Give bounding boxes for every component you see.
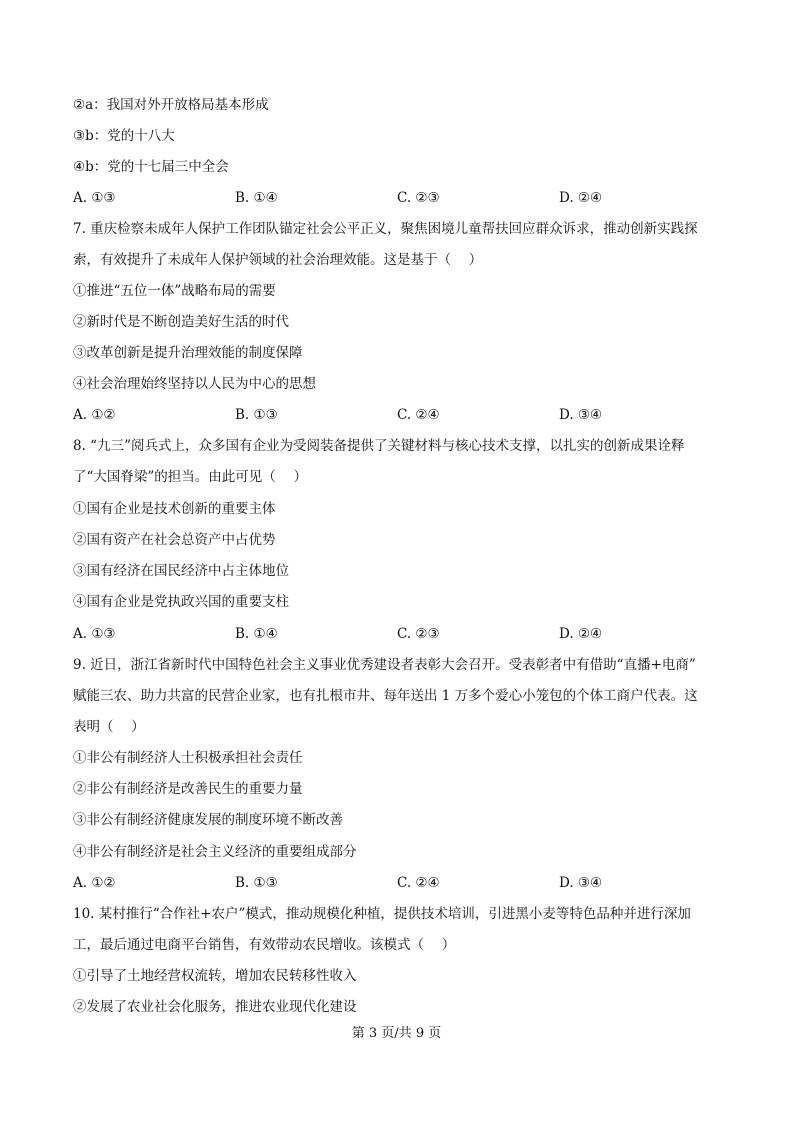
q7-statement-2: ②新时代是不断创造美好生活的时代 [73,314,289,330]
q6-option-c: C. ②③ [397,190,440,206]
q8-options [73,625,733,643]
q10-stem-line-1: 10. 某村推行“合作社+农户”模式，推动规模化种植，提供技术培训，引进黑小麦等特色品种并进行深加 [73,906,691,922]
q8-statement-2: ②国有资产在社会总资产中占优势 [73,532,276,548]
q6-statement-2: ②a：我国对外开放格局基本形成 [73,97,269,113]
q7-statement-3: ③改革创新是提升治理效能的制度保障 [73,345,303,361]
q9-option-a: A. ①② [73,875,116,891]
q9-option-c: C. ②④ [397,875,440,891]
q6-option-d: D. ②④ [559,190,603,206]
q6-option-a: A. ①③ [73,190,116,206]
q7-option-b: B. ①③ [235,407,278,423]
q7-statement-4: ④社会治理始终坚持以人民为中心的思想 [73,376,316,392]
q8-option-b: B. ①④ [235,626,278,642]
q6-options [73,189,733,207]
q9-option-b: B. ①③ [235,875,278,891]
q7-stem-line-1: 7. 重庆检察未成年人保护工作团队锚定社会公平正义，聚焦困境儿童帮扶回应群众诉求，推动创新实践探 [73,221,698,237]
q8-statement-1: ①国有企业是技术创新的重要主体 [73,501,276,517]
q7-stem-line-2: 索，有效提升了未成年人保护领域的社会治理效能。这是基于（ ） [73,252,483,268]
q8-stem-line-2: 了“大国脊梁”的担当。由此可见（ ） [73,469,308,485]
q9-statement-4: ④非公有制经济是社会主义经济的重要组成部分 [73,844,357,860]
q9-statement-2: ②非公有制经济是改善民生的重要力量 [73,781,303,797]
q8-statement-3: ③国有经济在国民经济中占主体地位 [73,563,289,579]
q6-option-b: B. ①④ [235,190,278,206]
q8-option-c: C. ②③ [397,626,440,642]
q8-option-a: A. ①③ [73,626,116,642]
q9-options [73,874,733,892]
q10-stem-line-2: 工，最后通过电商平台销售，有效带动农民增收。该模式（ ） [73,937,456,953]
q8-option-d: D. ②④ [559,626,603,642]
q10-statement-2: ②发展了农业社会化服务，推进农业现代化建设 [73,999,357,1015]
q9-statement-3: ③非公有制经济健康发展的制度环境不断改善 [73,812,343,828]
q9-stem-line-3: 表明（ ） [73,719,145,735]
q9-option-d: D. ③④ [559,875,603,891]
q7-option-c: C. ②④ [397,407,440,423]
q8-statement-4: ④国有企业是党执政兴国的重要支柱 [73,594,289,610]
q7-option-d: D. ③④ [559,407,603,423]
q6-statement-3: ③b：党的十八大 [73,128,175,144]
q6-statement-4: ④b：党的十七届三中全会 [73,159,229,175]
q9-stem-line-2: 赋能三农、助力共富的民营企业家，也有扎根市井、每年送出 1 万多个爱心小笼包的个体工商户代表。这 [73,688,698,704]
q7-options [73,406,733,424]
q10-statement-1: ①引导了土地经营权流转，增加农民转移性收入 [73,968,357,984]
page-number-footer: 第 3 页/共 9 页 [351,1026,442,1041]
q7-option-a: A. ①② [73,407,116,423]
q7-statement-1: ①推进“五位一体”战略布局的需要 [73,283,276,299]
q9-stem-line-1: 9. 近日，浙江省新时代中国特色社会主义事业优秀建设者表彰大会召开。受表彰者中有借助“直播+电商” [73,657,696,673]
q8-stem-line-1: 8. “九三”阅兵式上，众多国有企业为受阅装备提供了关键材料与核心技术支撑，以扎实的创新成果诠释 [73,438,685,454]
q9-statement-1: ①非公有制经济人士积极承担社会责任 [73,750,303,766]
